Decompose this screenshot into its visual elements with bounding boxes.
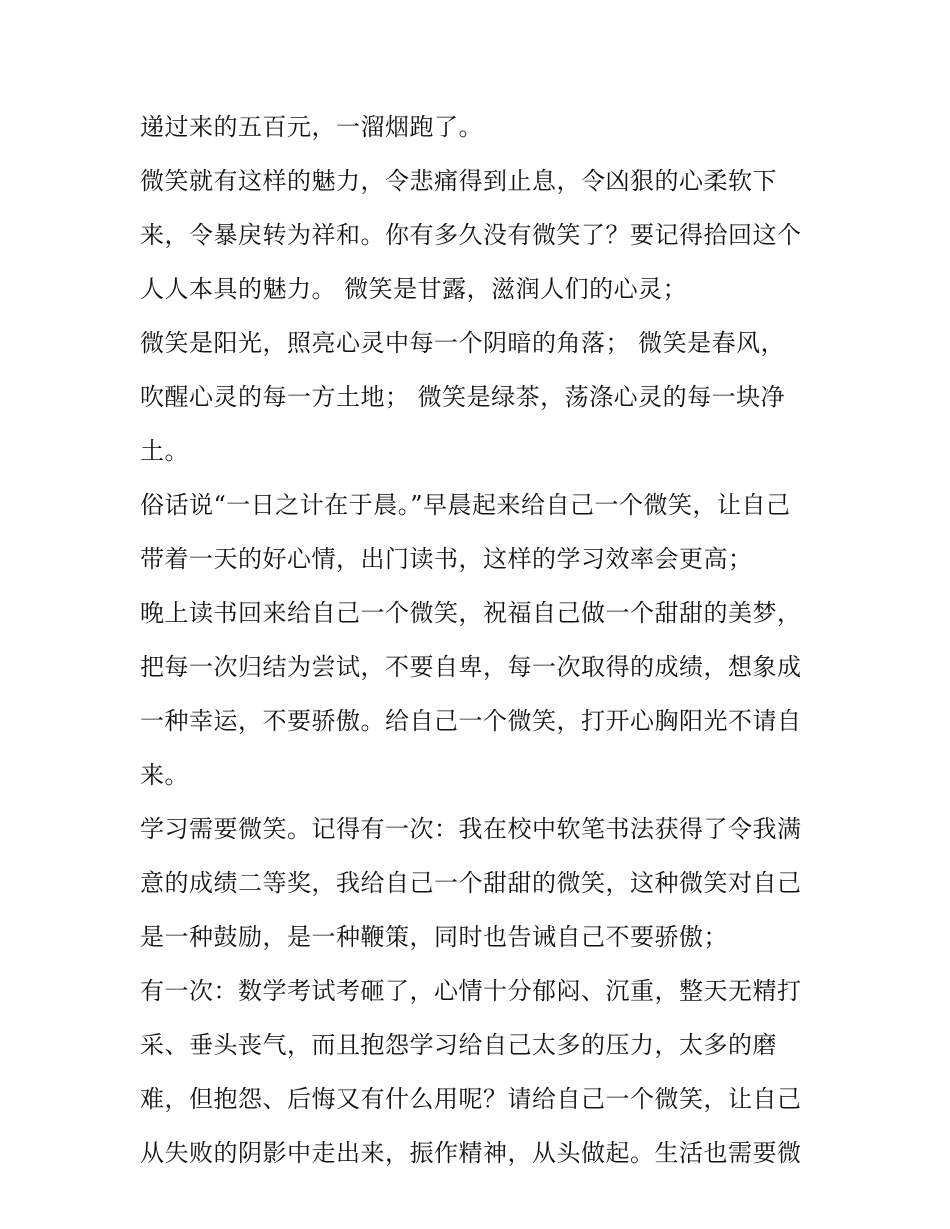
text-line: 来，令暴戾转为祥和。你有多久没有微笑了？要记得拾回这个 <box>140 221 802 249</box>
text-line: 俗话说“一日之计在于晨。”早晨起来给自己一个微笑，让自己 <box>140 491 791 519</box>
text-line: 微笑就有这样的魅力，令悲痛得到止息，令凶狠的心柔软下 <box>140 167 777 195</box>
text-line: 有一次：数学考试考砸了，心情十分郁闷、沉重，整天无精打 <box>140 977 802 1005</box>
document-body <box>140 100 820 1180</box>
text-line: 采、垂头丧气，而且抱怨学习给自己太多的压力，太多的磨 <box>140 1031 777 1059</box>
text-line: 把每一次归结为尝试，不要自卑，每一次取得的成绩，想象成 <box>140 653 802 681</box>
text-line: 来。 <box>140 761 189 789</box>
text-line: 带着一天的好心情，出门读书，这样的学习效率会更高； <box>140 545 753 573</box>
text-line: 学习需要微笑。记得有一次：我在校中软笔书法获得了令我满 <box>140 815 802 843</box>
text-line: 人人本具的魅力。 微笑是甘露，滋润人们的心灵； <box>140 275 688 303</box>
text-line: 微笑是阳光，照亮心灵中每一个阴暗的角落； 微笑是春风， <box>140 329 786 357</box>
text-line: 土。 <box>140 437 189 465</box>
text-line: 意的成绩二等奖，我给自己一个甜甜的微笑，这种微笑对自己 <box>140 869 802 897</box>
text-line: 难，但抱怨、后悔又有什么用呢？请给自己一个微笑，让自己 <box>140 1085 802 1113</box>
text-line: 递过来的五百元，一溜烟跑了。 <box>140 113 483 141</box>
text-line: 晚上读书回来给自己一个微笑，祝福自己做一个甜甜的美梦， <box>140 599 802 627</box>
text-line: 一种幸运，不要骄傲。给自己一个微笑，打开心胸阳光不请自 <box>140 707 802 735</box>
text-line: 吹醒心灵的每一方土地； 微笑是绿茶，荡涤心灵的每一块净 <box>140 383 786 411</box>
text-line: 是一种鼓励，是一种鞭策，同时也告诫自己不要骄傲； <box>140 923 728 951</box>
text-line: 从失败的阴影中走出来，振作精神，从头做起。生活也需要微 <box>140 1139 802 1167</box>
